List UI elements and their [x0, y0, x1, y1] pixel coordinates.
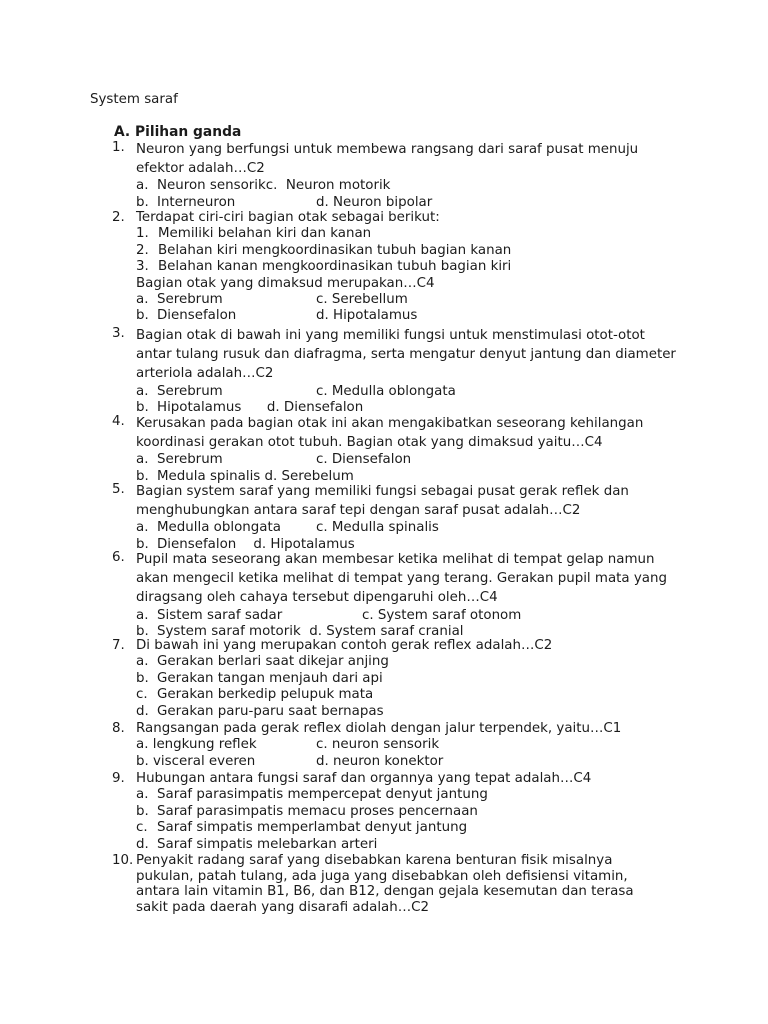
- option-letter: a.: [136, 654, 149, 670]
- options: [136, 292, 752, 325]
- document-title: System saraf: [90, 92, 178, 107]
- option-text: Serebrum: [157, 452, 223, 468]
- option-text: d. Neuron bipolar: [316, 194, 433, 210]
- question-8: [112, 721, 752, 770]
- option-text: c. Medulla spinalis: [316, 520, 439, 536]
- options: [136, 452, 752, 485]
- option-row: [136, 737, 752, 753]
- option-row: [136, 452, 752, 468]
- option-text: c. Serebellum: [316, 291, 408, 307]
- question-text: Hubungan antara fungsi saraf dan organnya yang tepat adalah…C4: [136, 771, 592, 786]
- criteria-item: [136, 259, 752, 275]
- option-row: [136, 308, 752, 324]
- options: [136, 737, 752, 770]
- options: [136, 787, 752, 853]
- option-text: Hipotalamus: [157, 400, 242, 415]
- option-text: Saraf parasimpatis mempercepat denyut jantung: [157, 787, 488, 803]
- question-5: [112, 482, 752, 553]
- option-row: [136, 292, 752, 308]
- criteria-list: [136, 226, 752, 275]
- option-text: d. Diensefalon: [266, 400, 364, 415]
- option-text: Diensefalon: [157, 308, 237, 324]
- option-text: Saraf simpatis memperlambat denyut jantung: [157, 820, 468, 836]
- option-text: c. neuron sensorik: [316, 737, 440, 753]
- option-letter: c.: [136, 687, 148, 703]
- option-text: Medula spinalis: [157, 468, 261, 484]
- question-3: [112, 326, 752, 416]
- option-letter: d.: [136, 703, 149, 719]
- option-letter: a.: [136, 607, 149, 623]
- question-number: 5.: [112, 482, 125, 497]
- option-row: [136, 787, 752, 803]
- option-letter: a.: [136, 787, 149, 803]
- question-text: Bagian system saraf yang memiliki fungsi sebagai pusat gerak reflek dan menghubungkan antara saraf tepi dengan saraf pusat adalah…C2: [136, 484, 629, 519]
- criteria-item: [136, 226, 752, 242]
- option-text: Saraf simpatis melebarkan arteri: [157, 836, 378, 852]
- question-number: 8.: [112, 721, 125, 736]
- option-letter: a.: [136, 520, 149, 536]
- question-7: [112, 638, 752, 720]
- option-letter: d.: [136, 836, 149, 852]
- option-text: b. visceral everen: [136, 753, 256, 769]
- option-row: [136, 608, 752, 624]
- criteria-number: 3.: [136, 259, 149, 275]
- option-text: Gerakan berkedip pelupuk mata: [157, 687, 374, 703]
- option-row: [136, 837, 752, 853]
- option-letter: b.: [136, 624, 149, 639]
- option-letter: b.: [136, 400, 149, 415]
- option-text: Interneuron: [157, 194, 236, 210]
- question-number: 2.: [112, 210, 125, 225]
- question-number: 6.: [112, 550, 125, 565]
- options: [136, 608, 752, 641]
- question-text: Kerusakan pada bagian otak ini akan mengakibatkan seseorang kehilangan koordinasi gerakan otot tubuh. Bagian otak yang dimaksud yaitu…C4: [136, 416, 644, 451]
- question-text: Pupil mata seseorang akan membesar ketika melihat di tempat gelap namun akan mengecil ketika melihat di tempat yang terang. Gerakan pupil mata yang diragsang oleh cahaya tersebut dipengaruhi oleh…C4: [136, 552, 667, 606]
- option-row: [136, 754, 752, 770]
- option-text: System saraf motorik: [157, 624, 301, 639]
- option-letter: b.: [136, 670, 149, 686]
- option-letter: b.: [136, 468, 149, 484]
- option-row: [136, 804, 752, 820]
- option-text: Gerakan paru-paru saat bernapas: [157, 703, 384, 719]
- section-heading: [114, 124, 241, 140]
- question-text: Bagian otak di bawah ini yang memiliki fungsi untuk menstimulasi otot-otot antar tulang rusuk dan diafragma, serta mengatur denyut jantung dan diameter arteriola adalah…C2: [136, 328, 676, 382]
- criteria-text: Belahan kanan mengkoordinasikan tubuh bagian kiri: [158, 259, 512, 275]
- option-text: Neuron sensorik: [157, 178, 266, 194]
- option-row: [136, 195, 752, 211]
- option-row: [136, 654, 752, 670]
- criteria-text: Memiliki belahan kiri dan kanan: [158, 226, 372, 242]
- option-text: Diensefalon: [157, 536, 237, 552]
- question-text: Di bawah ini yang merupakan contoh gerak reflex adalah…C2: [136, 638, 553, 653]
- option-letter: b.: [136, 803, 149, 819]
- option-letter: b.: [136, 536, 149, 552]
- section-title: Pilihan ganda: [135, 124, 242, 140]
- option-text: c. Diensefalon: [316, 452, 412, 468]
- question-text: Terdapat ciri-ciri bagian otak sebagai berikut:: [136, 210, 440, 225]
- question-stem: Bagian otak yang dimaksud merupakan…C4: [136, 275, 435, 291]
- option-text: d. neuron konektor: [316, 753, 444, 769]
- question-text: Rangsangan pada gerak reflex diolah dengan jalur terpendek, yaitu…C1: [136, 721, 622, 736]
- question-number: 3.: [112, 326, 125, 341]
- question-9: [112, 771, 752, 853]
- option-text: Gerakan tangan menjauh dari api: [157, 670, 383, 686]
- option-row: [136, 687, 752, 703]
- options: [136, 384, 752, 417]
- option-letter: a.: [136, 178, 149, 194]
- option-letter: c.: [265, 178, 278, 194]
- option-row: [136, 178, 752, 194]
- option-text: Serebrum: [157, 291, 223, 307]
- option-letter: a.: [136, 383, 149, 399]
- question-number: 9.: [112, 771, 125, 786]
- option-row: [136, 384, 752, 400]
- question-1: [112, 140, 752, 211]
- question-10: [112, 853, 752, 915]
- option-row: [136, 520, 752, 536]
- option-text: Saraf parasimpatis memacu proses pencernaan: [157, 803, 478, 819]
- question-number: 7.: [112, 638, 125, 653]
- section-letter: A.: [114, 124, 131, 140]
- options: [136, 520, 752, 553]
- option-text: c. System saraf otonom: [362, 607, 522, 623]
- question-text: Neuron yang berfungsi untuk membewa rangsang dari saraf pusat menuju efektor adalah…C2: [136, 142, 639, 177]
- question-2: [112, 210, 752, 325]
- question-number: 1.: [112, 140, 125, 155]
- option-row: [136, 671, 752, 687]
- option-text: d. System saraf cranial: [309, 624, 464, 639]
- question-number: 4.: [112, 414, 125, 429]
- option-letter: b.: [136, 194, 149, 210]
- option-text: a. lengkung reflek: [136, 737, 257, 753]
- option-text: d. Hipotalamus: [253, 536, 355, 552]
- criteria-number: 2.: [136, 242, 149, 258]
- question-4: [112, 414, 752, 485]
- option-text: Sistem saraf sadar: [157, 607, 283, 623]
- question-number: 10.: [112, 853, 134, 868]
- option-text: c. Medulla oblongata: [316, 383, 456, 399]
- option-row: [136, 820, 752, 836]
- option-text: Serebrum: [157, 383, 223, 399]
- options: [136, 654, 752, 720]
- criteria-number: 1.: [136, 226, 149, 242]
- option-row: [136, 704, 752, 720]
- option-text: d. Serebelum: [264, 468, 354, 484]
- option-letter: b.: [136, 308, 149, 324]
- option-text: Medulla oblongata: [157, 520, 281, 536]
- option-text: Neuron motorik: [285, 178, 391, 194]
- criteria-item: [136, 243, 752, 259]
- question-6: [112, 550, 752, 640]
- options: [136, 178, 752, 211]
- question-text: Penyakit radang saraf yang disebabkan karena benturan fisik misalnya pukulan, patah tulang, ada juga yang disebabkan oleh defisiensi vitamin, antara lain vitamin B1, B6, dan B12, dengan gejala kesemutan dan terasa sakit pada daerah yang disarafi adalah…C2: [136, 853, 634, 915]
- option-text: d. Hipotalamus: [316, 308, 418, 324]
- option-letter: a.: [136, 291, 149, 307]
- option-text: Gerakan berlari saat dikejar anjing: [157, 654, 389, 670]
- criteria-text: Belahan kiri mengkoordinasikan tubuh bagian kanan: [158, 242, 512, 258]
- option-letter: a.: [136, 452, 149, 468]
- option-letter: c.: [136, 820, 148, 836]
